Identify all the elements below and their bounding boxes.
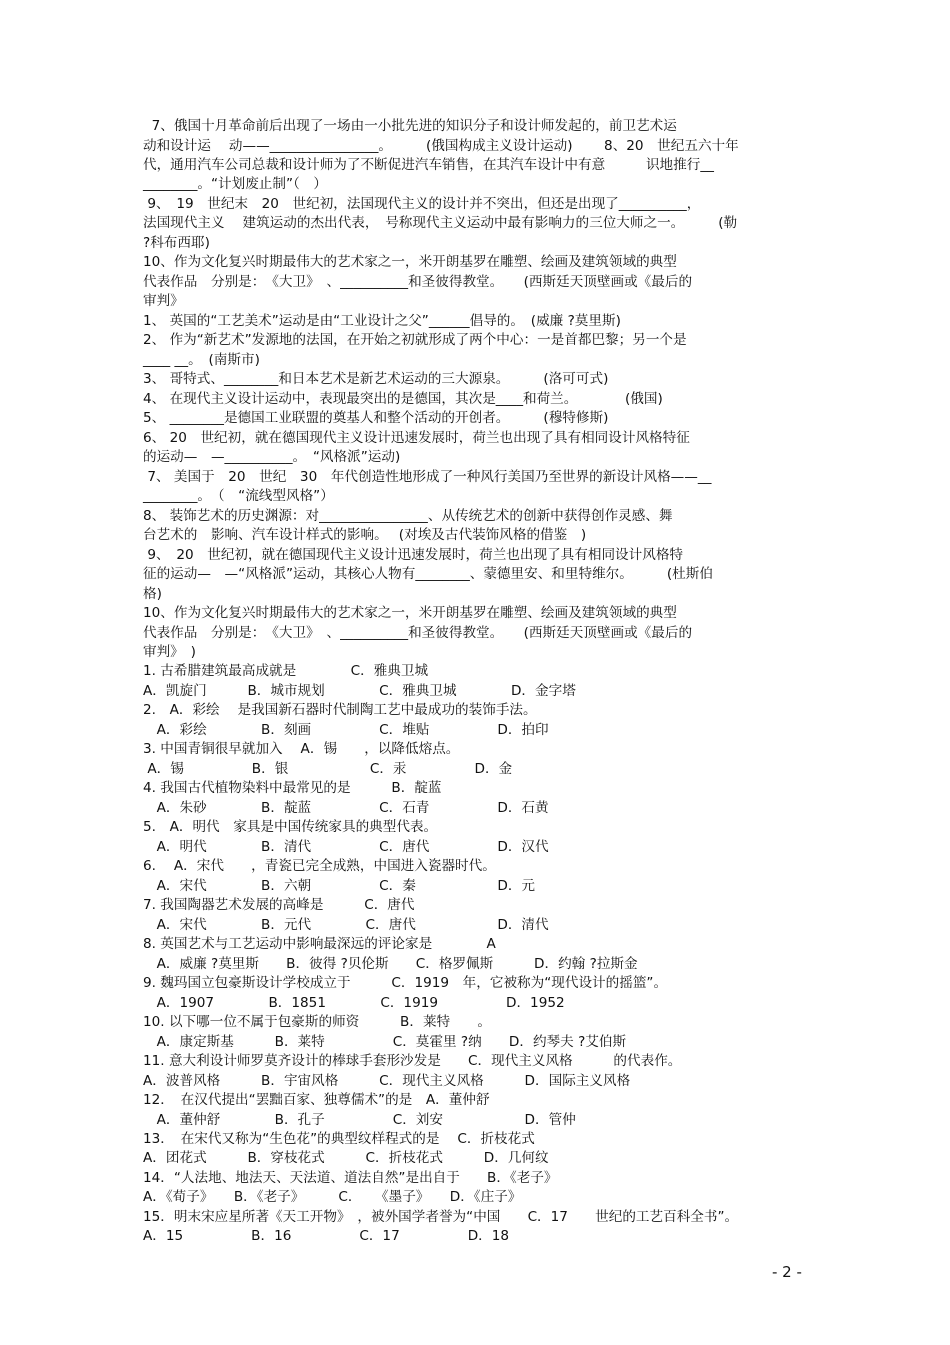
text-line: ?科布西耶) [143,234,210,251]
text-line: 5、 ________是德国工业联盟的奠基人和整个活动的开创者。 (穆特修斯) [143,410,609,427]
text-line: 7. 我国陶器艺术发展的高峰是 C．唐代 [143,897,415,914]
text-line: 5. A．明代 家具是中国传统家具的典型代表。 [143,819,438,836]
text-line: 1. 古希腊建筑最高成就是 C．雅典卫城 [143,663,429,680]
text-line: 征的运动— —“风格派”运动，其核心人物有________、蒙德里安、和里特维尔。 (杜斯伯 [143,566,713,582]
text-line: A．波普风格 B．宇宙风格 C．现代主义风格 D．国际主义风格 [143,1072,631,1089]
text-line: A．明代 B．清代 C．唐代 D．汉代 [143,838,549,855]
text-line: 7、俄国十月革命前后出现了一场由一小批先进的知识分子和设计师发起的，前卫艺术运 [143,118,677,134]
text-line: 1、 英国的“工艺美术”运动是由“工业设计之父”______倡导的。 (威廉 ?莫里斯) [143,312,621,329]
text-line: 台艺术的 影响、汽车设计样式的影响。 (对埃及古代装饰风格的借鉴 ) [143,527,587,544]
text-line: 代表作品 分别是： 《大卫》 、__________和圣彼得教堂。 (西斯廷天顶壁画或《最后的 [143,273,693,290]
text-line: 9. 魏玛国立包豪斯设计学校成立于 C．1919 年，它被称为“现代设计的摇篮”。 [143,975,668,992]
text-line: 9、 19 世纪末 20 世纪初，法国现代主义的设计并不突出，但还是出现了__________， [143,195,701,212]
text-line: 动和设计运 动——________________。 (俄国构成主义设计运动) 8、20 世纪五六十年 [143,137,739,154]
text-line: 代，通用汽车公司总裁和设计师为了不断促进汽车销售，在其汽车设计中有意 识地推行__ [143,157,714,173]
text-line: A．团花式 B．穿枝花式 C．折枝花式 D．几何纹 [143,1150,549,1167]
text-line: 3. 中国青铜很早就加入 A．锡 ，以降低熔点。 [143,741,460,758]
text-line: ________。“计划废止制”（ ） [143,176,328,193]
text-line: 14．“人法地、地法天、天法道、道法自然”是出自于 B．《老子》 [143,1169,558,1186]
text-line: 4. 我国古代植物染料中最常见的是 B．靛蓝 [143,780,442,797]
text-line: A．15 B．16 C．17 D．18 [143,1228,510,1245]
text-line: 2、 作为“新艺术”发源地的法国，在开始之初就形成了两个中心：一是首都巴黎；另一个是 [143,332,687,349]
text-line: 8、 装饰艺术的历史渊源：对________________、从传统艺术的创新中获得创作灵感、舞 [143,507,673,524]
text-line: 格) [143,585,162,602]
text-line: 代表作品 分别是： 《大卫》 、__________和圣彼得教堂。 (西斯廷天顶壁画或《最后的 [143,624,693,641]
text-line: ____ __。 (南斯市) [143,351,260,368]
text-line: 3、 哥特式、________和日本艺术是新艺术运动的三大源泉。 (洛可可式) [143,371,609,388]
text-line: A．宋代 B．六朝 C．秦 D．元 [143,877,536,894]
text-line: 10、作为文化复兴时期最伟大的艺术家之一，米开朗基罗在雕塑、绘画及建筑领域的典型 [143,605,677,621]
text-line: 11. 意大利设计师罗莫齐设计的棒球手套形沙发是 C．现代主义风格 的代表作。 [143,1053,682,1069]
text-line: A．凯旋门 B．城市规划 C．雅典卫城 D．金字塔 [143,682,576,699]
text-line: 7、 美国于 20 世纪 30 年代创造性地形成了一种风行美国乃至世界的新设计风格——__ [143,468,712,485]
text-line: 15．明末宋应星所著《天工开物》 ，被外国学者誉为“中国 C．17 世纪的工艺百科全书”。 [143,1208,739,1225]
page-number: - 2 - [772,1263,802,1281]
text-line: A．宋代 B．元代 C．唐代 D．清代 [143,916,549,933]
text-line: 10、作为文化复兴时期最伟大的艺术家之一，米开朗基罗在雕塑、绘画及建筑领域的典型 [143,254,677,271]
text-line: A．锡 B．银 C．汞 D．金 [143,760,513,777]
text-line: 13． 在宋代又称为“生色花”的典型纹样程式的是 C．折枝花式 [143,1131,535,1147]
text-line: ________。 （ “流线型风格”） [143,488,334,505]
text-line: A．朱砂 B．靛蓝 C．石青 D．石黄 [143,799,549,816]
text-line: 9、 20 世纪初，就在德国现代主义设计迅速发展时，荷兰也出现了具有相同设计风格特 [143,546,684,563]
text-line: 10. 以下哪一位不属于包豪斯的师资 B．莱特 。 [143,1014,491,1031]
text-line: A．1907 B．1851 C．1919 D．1952 [143,994,565,1011]
text-line: 4、 在现代主义设计运动中，表现最突出的是德国，其次是____和荷兰。 (俄国) [143,390,663,407]
text-line: 12． 在汉代提出“罢黜百家、独尊儒术”的是 A．董仲舒 [143,1092,490,1108]
text-line: A．《荀子》 B．《老子》 C． 《墨子》 D．《庄子》 [143,1189,522,1206]
text-line: 8. 英国艺术与工艺运动中影响最深远的评论家是 A [143,936,496,953]
text-line: A．康定斯基 B．莱特 C．莫霍里 ?纳 D．约琴夫 ?艾伯斯 [143,1033,627,1050]
text-line: 审判》 [143,293,184,310]
text-line: 2. A．彩绘 是我国新石器时代制陶工艺中最成功的装饰手法。 [143,702,537,719]
text-line: 6. A．宋代 ，青瓷已完全成熟，中国进入瓷器时代。 [143,858,496,875]
text-line: 6、 20 世纪初，就在德国现代主义设计迅速发展时，荷兰也出现了具有相同设计风格特征 [143,429,690,446]
text-line: A．威廉 ?莫里斯 B．彼得 ?贝伦斯 C．格罗佩斯 D．约翰 ?拉斯金 [143,955,638,972]
text-line: 审判》 ) [143,644,196,660]
text-line: A．彩绘 B．刻画 C．堆贴 D．拍印 [143,721,549,738]
text-line: 的运动— —__________。 “风格派”运动) [143,449,401,466]
text-line: A．董仲舒 B．孔子 C．刘安 D．管仲 [143,1111,576,1128]
text-line: 法国现代主义 建筑运动的杰出代表， 号称现代主义运动中最有影响力的三位大师之一。 (勒 [143,215,738,232]
